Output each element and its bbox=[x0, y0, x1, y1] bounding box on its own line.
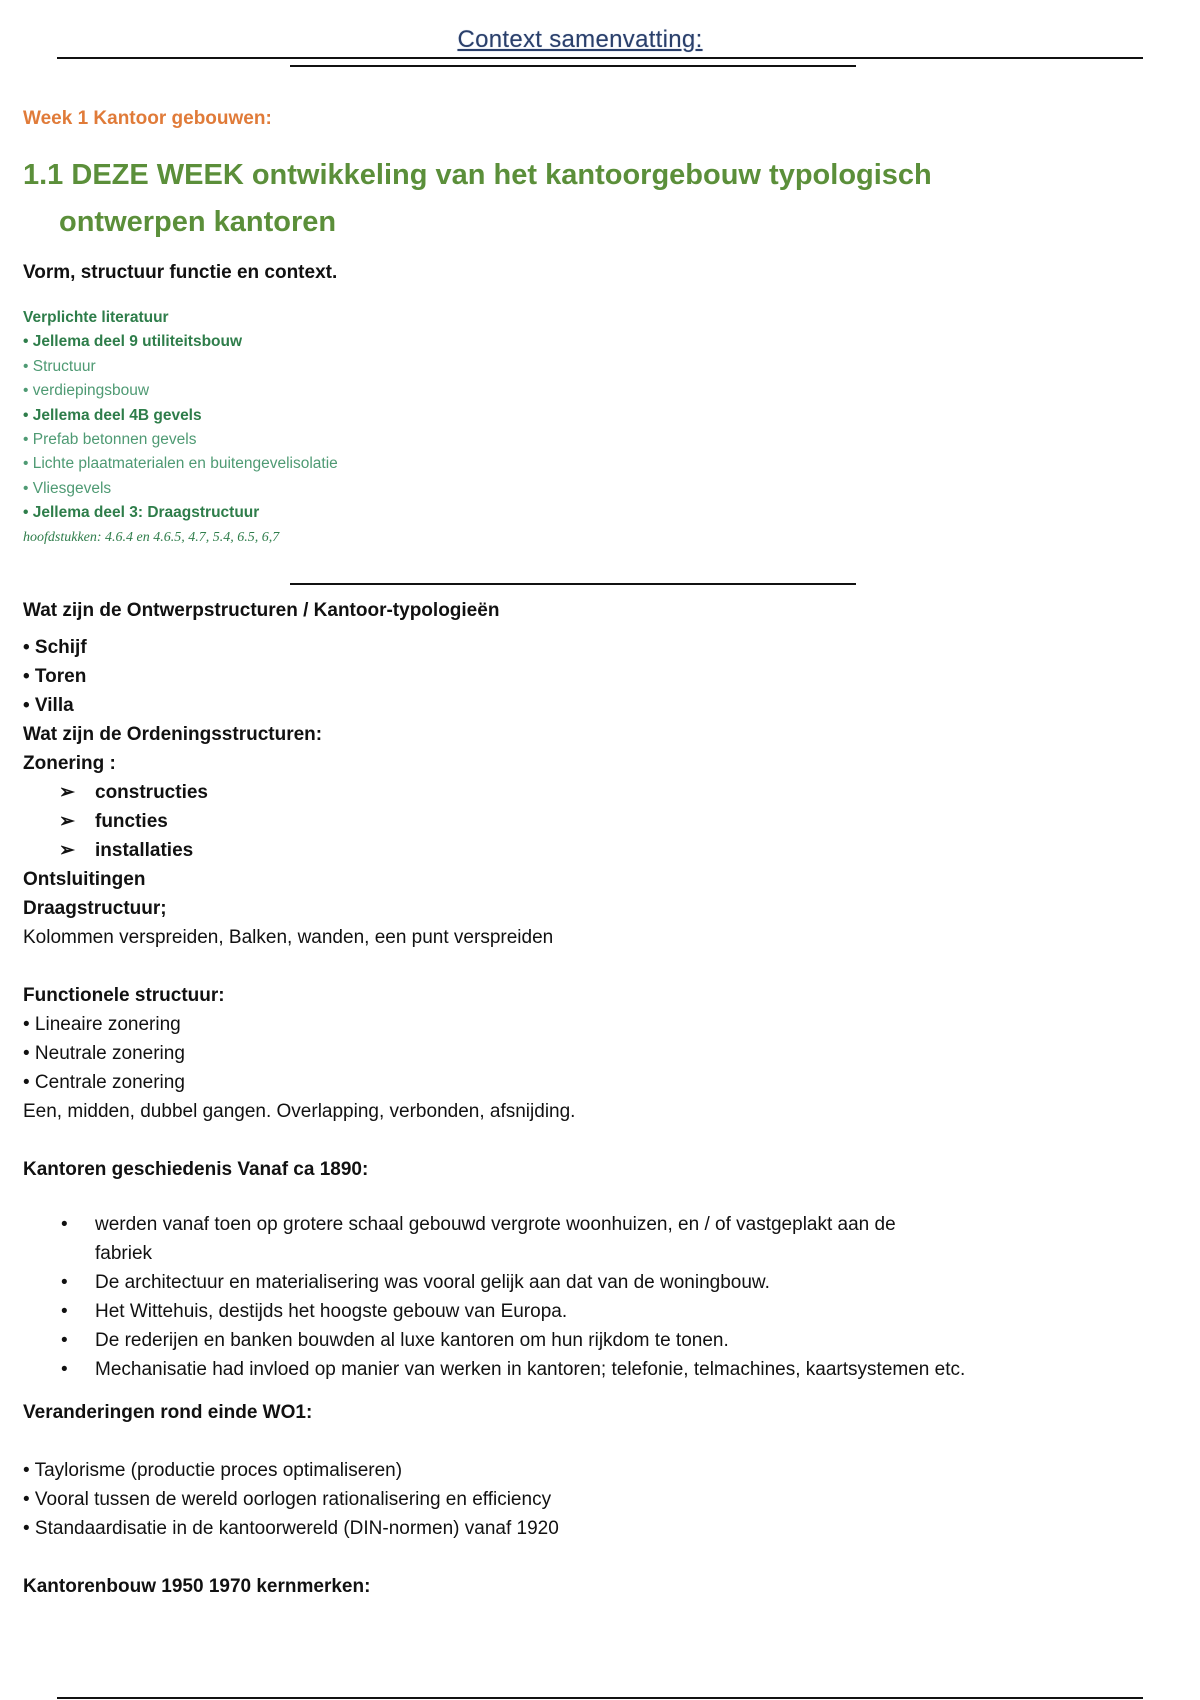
arrow-bullet-icon: ➢ bbox=[59, 811, 75, 832]
functional-item: • Neutrale zonering bbox=[23, 1043, 185, 1064]
history-item: • Het Wittehuis, destijds het hoogste gebouw van Europa. bbox=[23, 1297, 1123, 1326]
literature-item: • Jellema deel 9 utiliteitsbouw bbox=[23, 333, 243, 351]
bottom-rule bbox=[57, 1697, 1143, 1699]
access-label: Ontsluitingen bbox=[23, 869, 146, 890]
history-item: • De rederijen en banken bouwden al luxe kantoren om hun rijkdom te tonen. bbox=[23, 1326, 1123, 1355]
literature-item: • Prefab betonnen gevels bbox=[23, 431, 197, 449]
literature-item: • Structuur bbox=[23, 357, 96, 375]
document-title: Context samenvatting: bbox=[457, 26, 703, 53]
functional-item: • Centrale zonering bbox=[23, 1072, 185, 1093]
literature-title: Verplichte literatuur bbox=[23, 309, 169, 326]
zoning-label: Zonering : bbox=[23, 753, 116, 774]
section-heading-line1: 1.1 DEZE WEEK ontwikkeling van het kantoorgebouw typologisch bbox=[23, 159, 932, 191]
typology-item: • Villa bbox=[23, 695, 74, 716]
functional-heading: Functionele structuur: bbox=[23, 985, 225, 1006]
ww1-item: • Vooral tussen de wereld oorlogen rationalisering en efficiency bbox=[23, 1489, 552, 1510]
history-list bbox=[23, 1210, 1123, 1384]
structure-text: Kolommen verspreiden, Balken, wanden, een punt verspreiden bbox=[23, 927, 554, 948]
postwar-heading: Kantorenbouw 1950 1970 kernmerken: bbox=[23, 1576, 371, 1597]
typology-item: • Schijf bbox=[23, 637, 87, 658]
typology-item: • Toren bbox=[23, 666, 87, 687]
arrow-bullet-icon: ➢ bbox=[59, 840, 75, 861]
subtitle: Vorm, structuur functie en context. bbox=[23, 262, 338, 283]
zoning-item: ➢ installaties bbox=[23, 836, 1123, 865]
history-item: • Mechanisatie had invloed op manier van werken in kantoren; telefonie, telmachines, kaartsystemen etc. bbox=[23, 1355, 1123, 1384]
top-rule-short bbox=[290, 65, 856, 67]
zoning-item: ➢ functies bbox=[23, 807, 1123, 836]
literature-item: • verdiepingsbouw bbox=[23, 382, 150, 400]
literature-item: • Jellema deel 3: Draagstructuur bbox=[23, 504, 260, 522]
literature-list bbox=[23, 306, 338, 550]
ordering-heading: Wat zijn de Ordeningsstructuren: bbox=[23, 724, 323, 745]
ww1-item: • Taylorisme (productie proces optimaliseren) bbox=[23, 1460, 403, 1481]
history-item: • werden vanaf toen op grotere schaal gebouwd vergrote woonhuizen, en / of vastgeplakt aan de fabriek bbox=[23, 1210, 1123, 1268]
history-item: • De architectuur en materialisering was vooral gelijk aan dat van de woningbouw. bbox=[23, 1268, 1123, 1297]
ww1-item: • Standaardisatie in de kantoorwereld (DIN-normen) vanaf 1920 bbox=[23, 1518, 559, 1539]
main-content bbox=[23, 596, 1123, 1601]
literature-chapters: hoofdstukken: 4.6.4 en 4.6.5, 4.7, 5.4, 6.5, 6,7 bbox=[23, 529, 280, 545]
typologies-heading: Wat zijn de Ontwerpstructuren / Kantoor-typologieën bbox=[23, 600, 500, 621]
arrow-bullet-icon: ➢ bbox=[59, 782, 75, 803]
zoning-item: ➢ constructies bbox=[23, 778, 1123, 807]
top-rule-long bbox=[57, 57, 1143, 59]
literature-item: • Vliesgevels bbox=[23, 479, 112, 497]
literature-item: • Jellema deel 4B gevels bbox=[23, 406, 202, 424]
week-label: Week 1 Kantoor gebouwen: bbox=[23, 108, 272, 129]
ww1-heading: Veranderingen rond einde WO1: bbox=[23, 1402, 313, 1423]
literature-item: • Lichte plaatmaterialen en buitengevelisolatie bbox=[23, 455, 338, 473]
functional-item: • Lineaire zonering bbox=[23, 1014, 181, 1035]
structure-label: Draagstructuur; bbox=[23, 898, 167, 919]
section-heading-line2: ontwerpen kantoren bbox=[59, 206, 337, 238]
functional-note: Een, midden, dubbel gangen. Overlapping, verbonden, afsnijding. bbox=[23, 1101, 576, 1122]
section-heading bbox=[23, 152, 1123, 246]
history-heading: Kantoren geschiedenis Vanaf ca 1890: bbox=[23, 1159, 369, 1180]
mid-rule bbox=[290, 583, 856, 585]
